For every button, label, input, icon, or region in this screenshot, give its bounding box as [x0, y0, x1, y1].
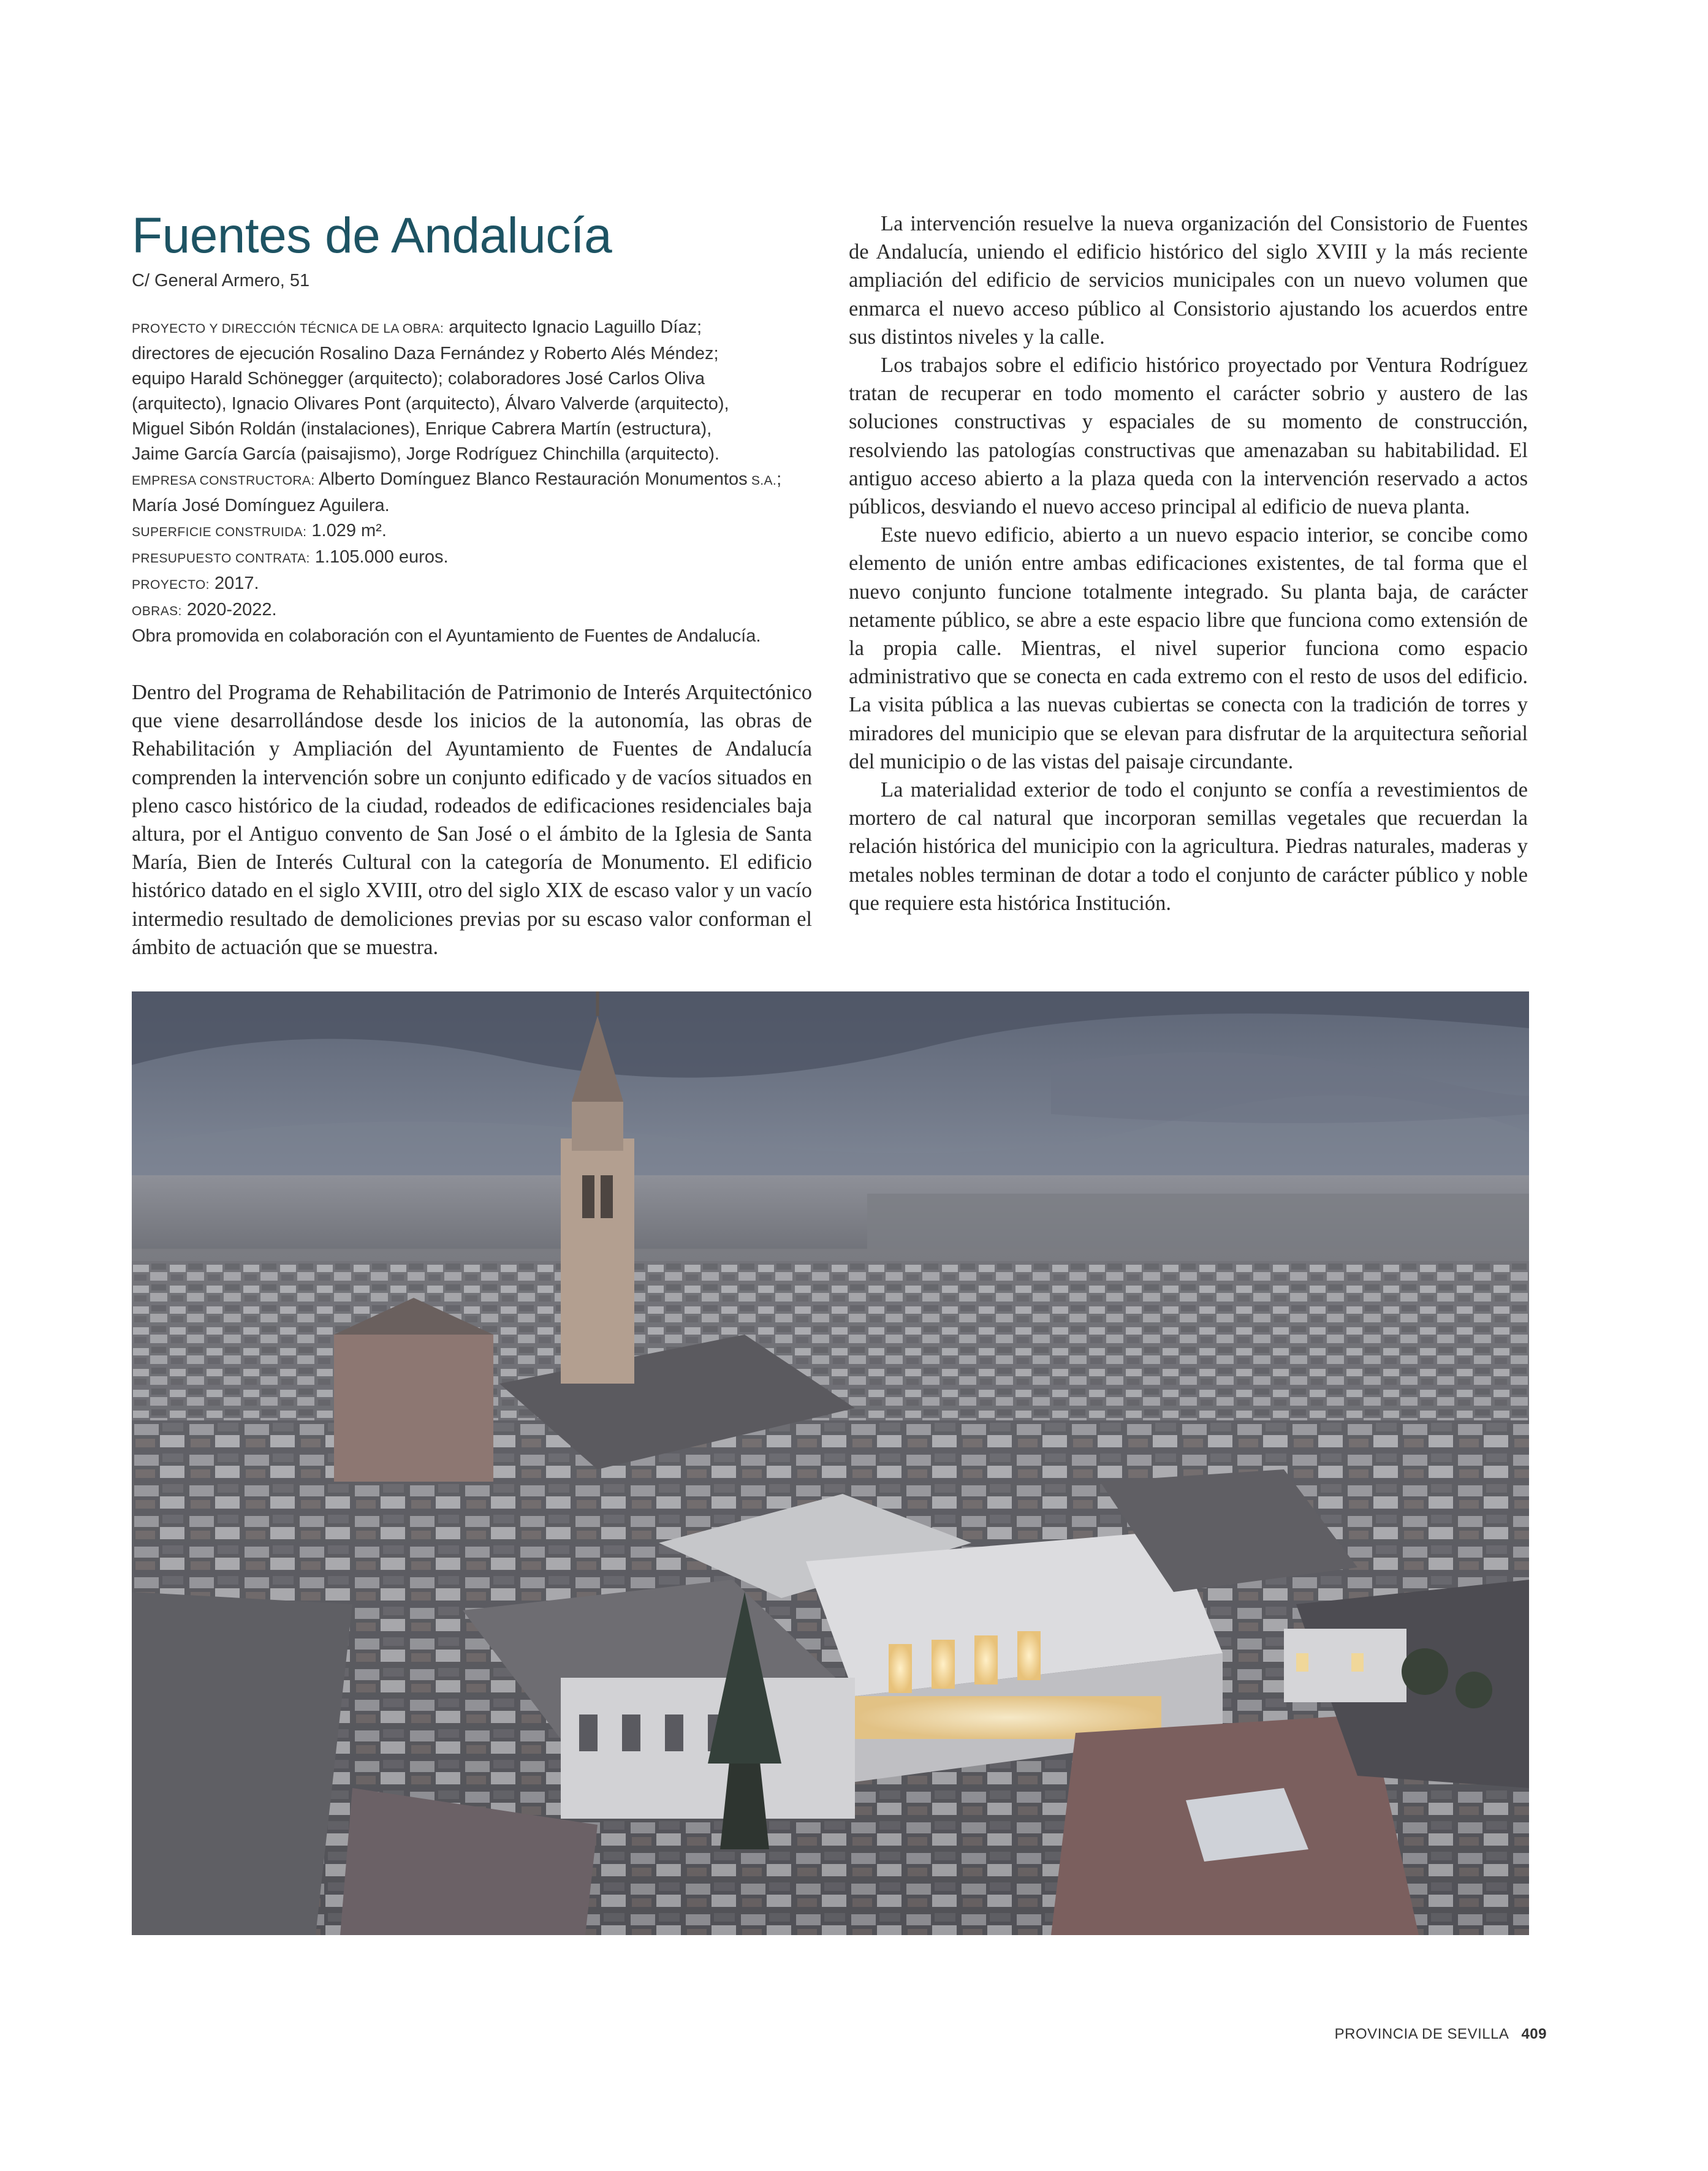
credit-label: OBRAS: — [132, 604, 182, 618]
body-column-left — [132, 678, 812, 961]
credit-value: S.A. — [747, 474, 777, 488]
credit-value: 2017. — [209, 574, 259, 593]
paragraph: Dentro del Programa de Rehabilitación de Patrimonio de Interés Arquitectónico que viene desarrollándose desde los inicios de la autonomía, las obras de Rehabilitación y Ampliación del Ayuntamiento de Fuentes de Andalucía comprenden la intervención sobre un conjunto edificado y de vacíos situados en pleno casco histórico de la ciudad, rodeados de edificaciones residenciales baja altura, por el Antiguo convento de San José o el ámbito de la Iglesia de Santa María, Bien de Interés Cultural con la categoría de Monumento. El edificio histórico datado en el siglo XVIII, otro del siglo XIX de escaso valor y un vacío intermedio resultado de demoliciones previas por su escaso valor conforman el ámbito de actuación que se muestra. — [132, 681, 812, 959]
paragraph: Este nuevo edificio, abierto a un nuevo espacio interior, se concibe como elemento de unión entre ambas edificaciones existentes, de tal forma que el nuevo conjunto funcione totalmente integrado. Su planta baja, de carácter netamente público, se abre a este espacio libre que funciona como extensión de la propia calle. Mientras, el nivel superior funciona como espacio administrativo que se conecta en cada extremo con el resto de usos del edificio. La visita pública a las nuevas cubiertas se conecta con la tradición de torres y miradores del municipio que se elevan para disfrutar de la arquitectura señorial del municipio o de las vistas del paisaje circundante. — [849, 523, 1528, 773]
credit-label: PRESUPUESTO CONTRATA: — [132, 551, 310, 566]
town-aerial-illustration — [132, 991, 1529, 1935]
credit-label: PROYECTO: — [132, 578, 210, 592]
credit-value: 1.105.000 euros. — [309, 547, 449, 567]
page-number: 409 — [1521, 2026, 1547, 2042]
body-column-right — [849, 210, 1528, 917]
credit-label: PROYECTO Y DIRECCIÓN TÉCNICA DE LA OBRA: — [132, 322, 444, 336]
credit-label: SUPERFICIE CONSTRUIDA: — [132, 525, 307, 539]
credit-label: EMPRESA CONSTRUCTORA: — [132, 474, 315, 488]
credit-line: Jaime García García (paisajismo), Jorge Rodríguez Chinchilla (arquitecto). — [132, 444, 719, 464]
paragraph: Los trabajos sobre el edificio histórico proyectado por Ventura Rodríguez tratan de recuperar en todo momento el carácter sobrio y austero de las soluciones constructivas y espaciales de su momento de construcción, resolviendo las patologías constructivas que amenazaban su habitabilidad. El antiguo acceso abierto a la plaza queda con la intervención reservado a actos públicos, desviando el nuevo acceso principal al edificio de nueva planta. — [849, 354, 1528, 519]
credit-line: (arquitecto), Ignacio Olivares Pont (arquitecto), Álvaro Valverde (arquitecto), — [132, 394, 729, 414]
credit-value: Alberto Domínguez Blanco Restauración Monumentos — [314, 469, 748, 489]
credit-line: Obra promovida en colaboración con el Ayuntamiento de Fuentes de Andalucía. — [132, 626, 761, 646]
credit-line: equipo Harald Schönegger (arquitecto); colaboradores José Carlos Oliva — [132, 369, 705, 388]
project-credits — [132, 315, 824, 649]
paragraph: La intervención resuelve la nueva organización del Consistorio de Fuentes de Andalucía, uniendo el edificio histórico del siglo XVIII y la más reciente ampliación del edificio de servicios municipales con un nuevo volumen que enmarca el nuevo acceso público al Consistorio ajustando los acuerdos entre sus distintos niveles y la calle. — [849, 212, 1528, 349]
credit-value: ; — [776, 469, 782, 489]
credit-line: María José Domínguez Aguilera. — [132, 496, 390, 515]
credit-value: arquitecto Ignacio Laguillo Díaz; — [444, 317, 702, 337]
credit-value: 1.029 m². — [306, 521, 387, 540]
credit-line: directores de ejecución Rosalino Daza Fernández y Roberto Alés Méndez; — [132, 344, 719, 363]
credit-line: Miguel Sibón Roldán (instalaciones), Enrique Cabrera Martín (estructura), — [132, 419, 712, 439]
address: C/ General Armero, 51 — [132, 271, 310, 290]
page-title: Fuentes de Andalucía — [132, 208, 612, 263]
credit-value: 2020-2022. — [181, 600, 277, 619]
page-footer — [1335, 2026, 1547, 2043]
section-name: PROVINCIA DE SEVILLA — [1334, 2026, 1509, 2042]
aerial-photo — [132, 991, 1529, 1935]
paragraph: La materialidad exterior de todo el conjunto se confía a revestimientos de mortero de cal natural que incorporan semillas vegetales que recuerdan la relación histórica del municipio con la agricultura. Piedras naturales, maderas y metales nobles terminan de dotar a todo el conjunto de carácter público y noble que requiere esta histórica Institución. — [849, 778, 1528, 915]
